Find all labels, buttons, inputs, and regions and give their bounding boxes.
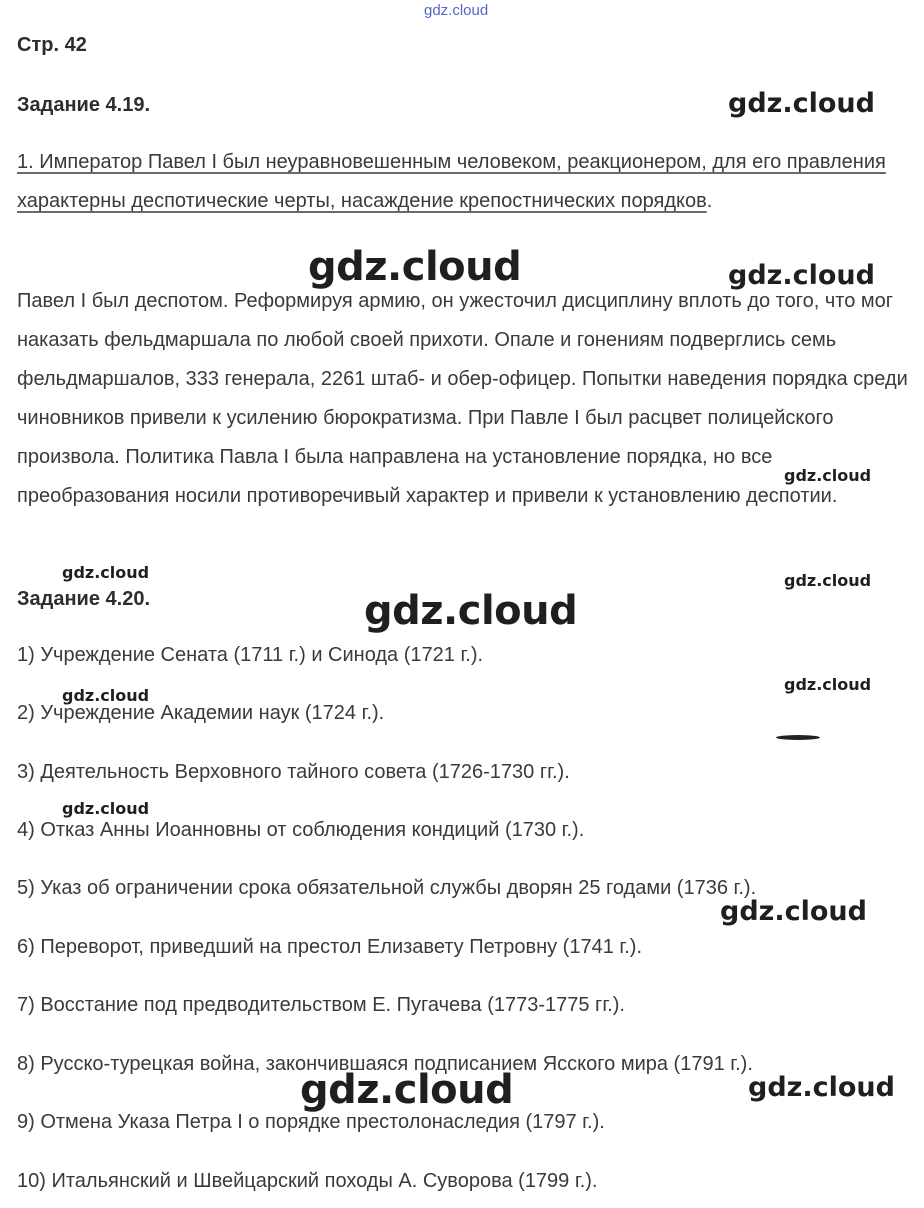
watermark: gdz.cloud <box>300 1067 514 1113</box>
watermark: gdz.cloud <box>308 244 522 290</box>
watermark: gdz.cloud <box>364 588 578 634</box>
task-4-19-explanation: Павел I был деспотом. Реформируя армию, он ужесточил дисциплину вплоть до того, что мог наказать фельдмаршала по любой своей прихоти. Опале и гонениям подверглись семь фельдмаршалов, 333 генерала, 2261 штаб- и обер-офицер. Попытки наведения порядка среди чиновников привели к усилению бюрократизма. При Павле I был расцвет полицейского произвола. Политика Павла I была направлена на установление порядка, но все преобразования носили противоречивый характер и привели к установлению деспотии. <box>17 290 908 507</box>
watermark: gdz.cloud <box>720 896 867 927</box>
watermark: gdz.cloud <box>784 675 872 694</box>
list-item: 9) Отмена Указа Петра I о порядке престолонаследия (1797 г.). <box>17 1111 605 1133</box>
top-watermark: gdz.cloud <box>424 2 489 19</box>
list-item: 5) Указ об ограничении срока обязательной службы дворян 25 годами (1736 г.). <box>17 877 757 899</box>
task-4-19-answer <box>17 143 917 221</box>
list-item: 4) Отказ Анны Иоанновны от соблюдения кондиций (1730 г.). <box>17 819 585 841</box>
list-item: 3) Деятельность Верховного тайного совета (1726-1730 гг.). <box>17 761 570 783</box>
watermark: gdz.cloud <box>784 571 872 590</box>
watermark: gdz.cloud <box>728 260 875 291</box>
task-4-19-title: Задание 4.19. <box>17 94 151 116</box>
answer-period: . <box>706 190 713 212</box>
list-item: 6) Переворот, приведший на престол Елизавету Петровну (1741 г.). <box>17 936 643 958</box>
answer-underlined-text: 1. Император Павел I был неуравновешенным человеком, реакционером, для его правления характерны деспотические черты, насаждение крепостнических порядков <box>17 151 886 212</box>
list-item: 10) Итальянский и Швейцарский походы А. Суворова (1799 г.). <box>17 1170 598 1192</box>
watermark: gdz.cloud <box>728 88 875 119</box>
watermark: gdz.cloud <box>748 1072 895 1103</box>
watermark: gdz.cloud <box>62 686 150 705</box>
page-number: Стр. 42 <box>17 34 87 56</box>
watermark: gdz.cloud <box>784 466 872 485</box>
watermark: gdz.cloud <box>62 563 150 582</box>
list-item: 8) Русско-турецкая война, закончившаяся подписанием Ясского мира (1791 г.). <box>17 1053 753 1075</box>
watermark: gdz.cloud <box>62 799 150 818</box>
list-item: 2) Учреждение Академии наук (1724 г.). <box>17 702 385 724</box>
task-4-20-title: Задание 4.20. <box>17 588 151 610</box>
list-item: 7) Восстание под предводительством Е. Пугачева (1773-1775 гг.). <box>17 994 625 1016</box>
list-item: 1) Учреждение Сената (1711 г.) и Синода (1721 г.). <box>17 644 484 666</box>
ink-smudge <box>776 735 820 740</box>
